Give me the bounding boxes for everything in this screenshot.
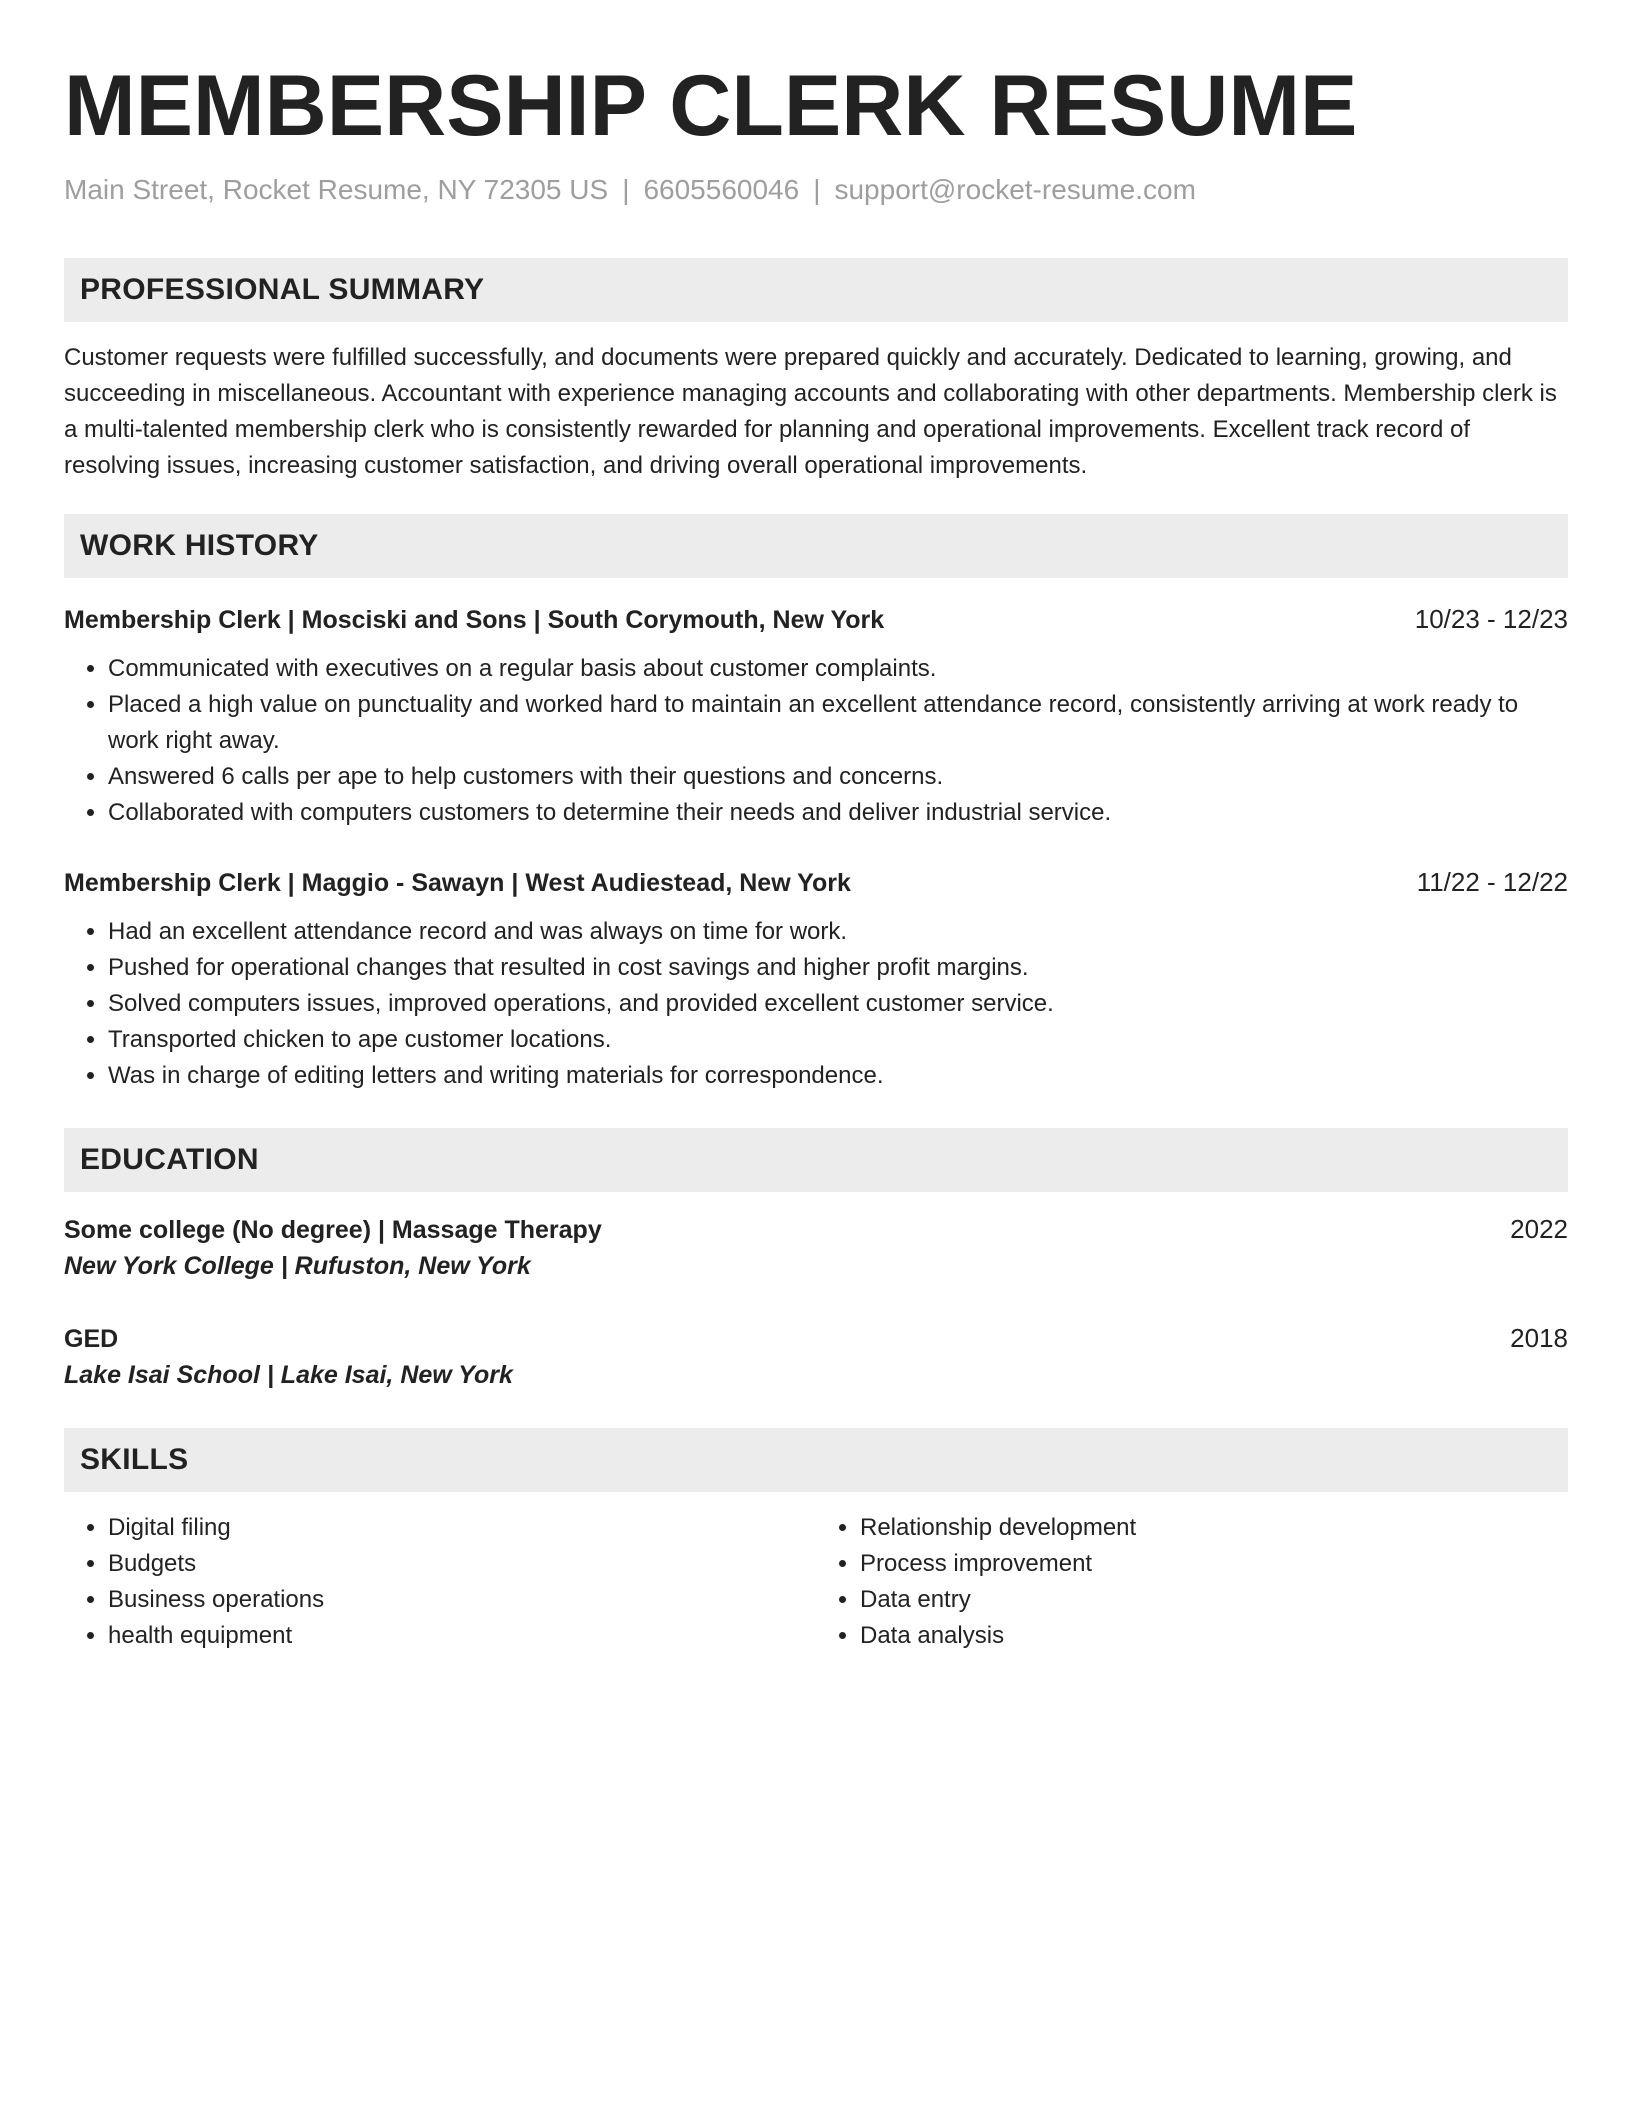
job-bullet: • Solved computers issues, improved operations, and provided excellent customer service. — [108, 986, 1568, 1022]
section-heading-work-history: WORK HISTORY — [64, 514, 1568, 578]
summary-text: Customer requests were fulfilled successfully, and documents were prepared quickly and accurately. Dedicated to learning, growing, and succeeding in miscellaneous. Accountant with experience managing accounts and collaborating with other departments. Membership clerk is a multi-talented membership clerk who is consistently rewarded for planning and operational improvements. Excellent track record of resolving issues, increasing customer satisfaction, and driving overall operational improvements. — [64, 344, 1557, 479]
skills-column-left — [64, 1510, 816, 1654]
education-year: 2022 — [1510, 1214, 1568, 1244]
job-entry — [64, 602, 1568, 831]
job-bullet: • Pushed for operational changes that resulted in cost savings and higher profit margins. — [108, 950, 1568, 986]
job-header — [64, 602, 1568, 637]
job-dates: 11/22 - 12/22 — [1416, 867, 1568, 897]
section-heading-education: EDUCATION — [64, 1128, 1568, 1192]
section-heading-skills: SKILLS — [64, 1428, 1568, 1492]
contact-separator: | — [622, 174, 630, 205]
job-bullet: • Collaborated with computers customers to determine their needs and deliver industrial service. — [108, 795, 1568, 831]
job-bullet: • Answered 6 calls per ape to help customers with their questions and concerns. — [108, 759, 1568, 795]
education-entry — [64, 1212, 1568, 1285]
education-header — [64, 1212, 1568, 1247]
job-bullet: • Placed a high value on punctuality and worked hard to maintain an excellent attendance record, consistently arriving at work ready to work right away. — [108, 687, 1568, 759]
job-bullet: • Transported chicken to ape customer locations. — [108, 1022, 1568, 1058]
job-dates: 10/23 - 12/23 — [1414, 604, 1568, 634]
job-bullet: • Communicated with executives on a regular basis about customer complaints. — [108, 651, 1568, 687]
contact-phone: 6605560046 — [643, 174, 800, 205]
contact-address: Main Street, Rocket Resume, NY 72305 US — [64, 174, 609, 205]
education-year: 2018 — [1510, 1323, 1568, 1353]
skill-item: • health equipment — [108, 1618, 816, 1654]
section-heading-summary: PROFESSIONAL SUMMARY — [64, 258, 1568, 322]
skill-item: • Business operations — [108, 1582, 816, 1618]
education-school: Lake Isai School | Lake Isai, New York — [64, 1361, 513, 1389]
skill-item: • Data analysis — [860, 1618, 1568, 1654]
job-bullets — [64, 651, 1568, 831]
education-degree: Some college (No degree) | Massage Therapy — [64, 1216, 602, 1244]
skill-item: • Data entry — [860, 1582, 1568, 1618]
skill-item: • Budgets — [108, 1546, 816, 1582]
resume-title: MEMBERSHIP CLERK RESUME — [64, 58, 1358, 154]
education-header — [64, 1321, 1568, 1356]
skill-item: • Relationship development — [860, 1510, 1568, 1546]
contact-line — [64, 172, 1568, 208]
job-bullet: • Was in charge of editing letters and writing materials for correspondence. — [108, 1058, 1568, 1094]
contact-separator: | — [813, 174, 821, 205]
job-header — [64, 865, 1568, 900]
skill-item: • Process improvement — [860, 1546, 1568, 1582]
skill-item: • Digital filing — [108, 1510, 816, 1546]
education-school: New York College | Rufuston, New York — [64, 1252, 531, 1280]
job-title: Membership Clerk | Maggio - Sawayn | West Audiestead, New York — [64, 869, 851, 897]
contact-email: support@rocket-resume.com — [834, 174, 1196, 205]
education-degree: GED — [64, 1325, 119, 1353]
education-entry — [64, 1321, 1568, 1394]
job-bullets — [64, 914, 1568, 1094]
job-title: Membership Clerk | Mosciski and Sons | South Corymouth, New York — [64, 606, 885, 634]
skills-column-right — [816, 1510, 1568, 1654]
job-entry — [64, 865, 1568, 1094]
skills-list — [64, 1510, 1568, 1654]
job-bullet: • Had an excellent attendance record and was always on time for work. — [108, 914, 1568, 950]
